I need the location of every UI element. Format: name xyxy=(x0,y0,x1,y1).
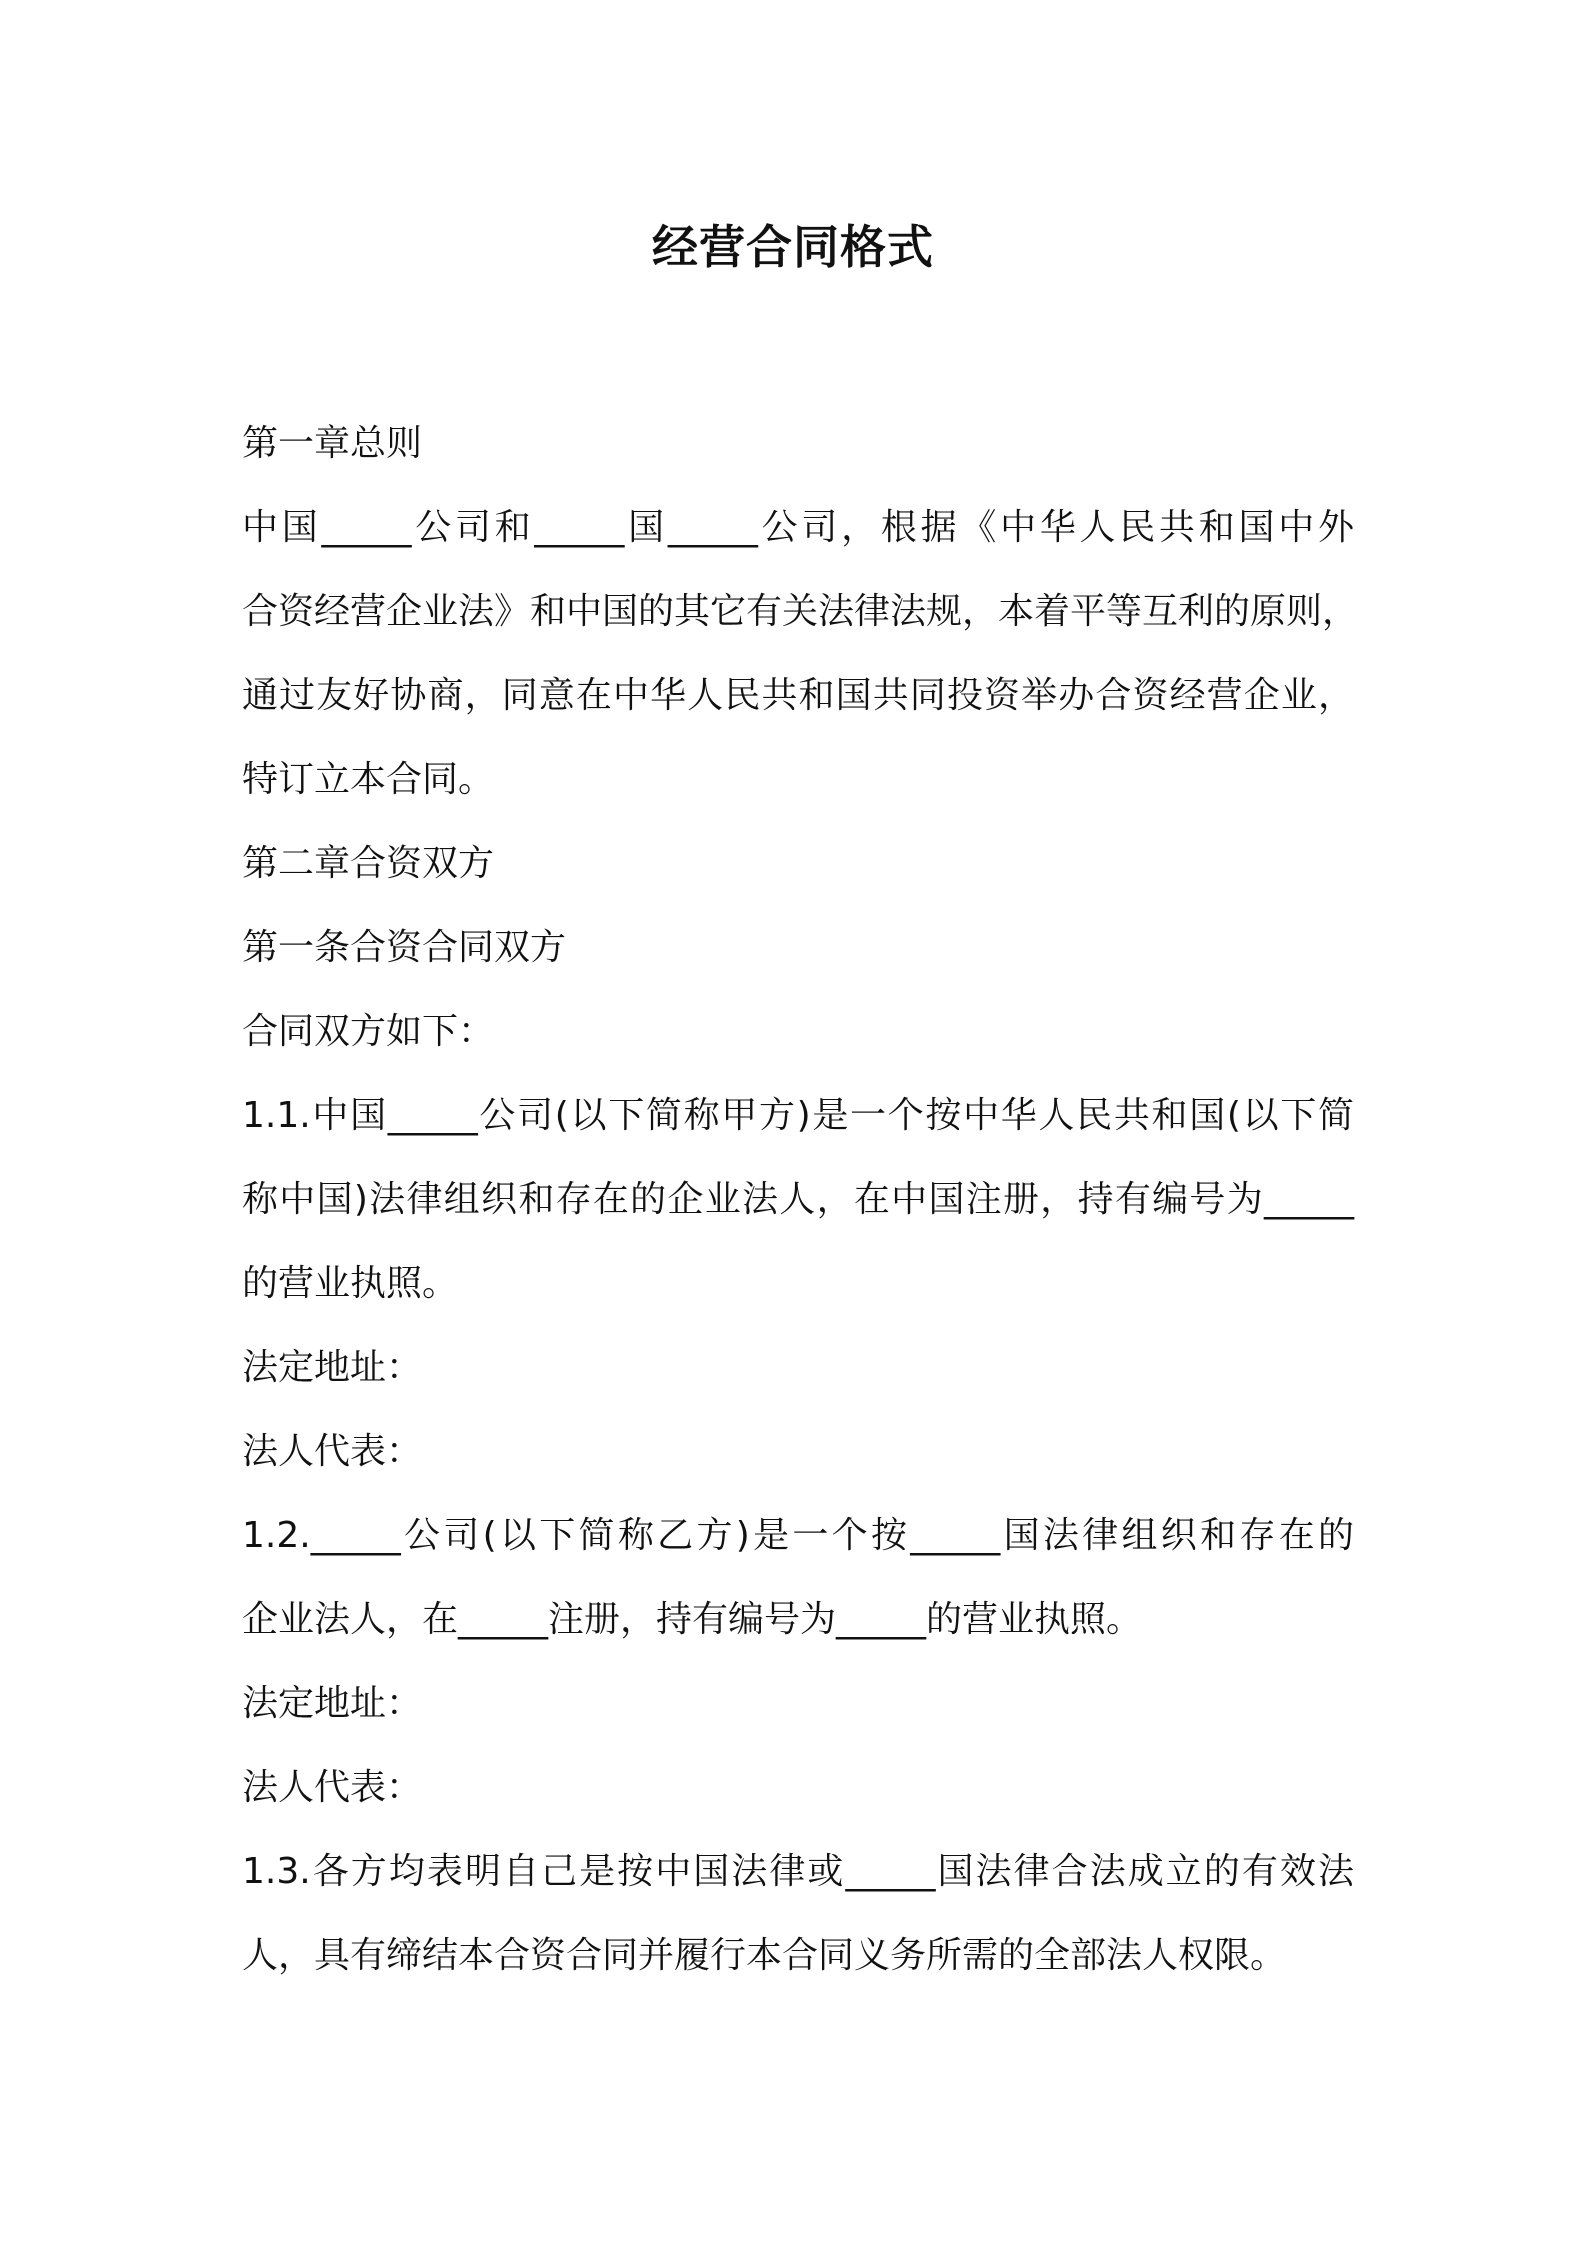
article-1-heading: 第一条合资合同双方 xyxy=(242,927,567,968)
clause-1-1-line: 1.1.中国_____公司(以下简称甲方)是一个按中华人民共和国(以下简 xyxy=(242,1095,1354,1136)
legal-address-label: 法定地址： xyxy=(242,1683,423,1724)
paragraph-line: 特订立本合同。 xyxy=(242,759,495,800)
clause-1-2-line: 1.2._____公司(以下简称乙方)是一个按_____国法律组织和存在的 xyxy=(242,1515,1354,1556)
clause-1-3-line: 人，具有缔结本合资合同并履行本合同义务所需的全部法人权限。 xyxy=(242,1935,1287,1976)
legal-address-label: 法定地址： xyxy=(242,1347,423,1388)
document-body xyxy=(242,402,1359,1998)
document-title: 经营合同格式 xyxy=(652,220,934,274)
clause-1-1-line: 称中国)法律组织和存在的企业法人，在中国注册，持有编号为_____ xyxy=(242,1179,1354,1220)
paragraph-line: 中国_____公司和_____国_____公司，根据《中华人民共和国中外 xyxy=(242,507,1354,548)
chapter-1-heading: 第一章总则 xyxy=(242,423,423,464)
paragraph-line: 合同双方如下： xyxy=(242,1011,495,1052)
clause-1-3-line: 1.3.各方均表明自己是按中国法律或_____国法律合法成立的有效法 xyxy=(242,1851,1354,1892)
chapter-2-heading: 第二章合资双方 xyxy=(242,843,495,884)
clause-1-2-line: 企业法人，在_____注册，持有编号为_____的营业执照。 xyxy=(242,1599,1143,1640)
paragraph-line: 合资经营企业法》和中国的其它有关法律法规，本着平等互利的原则， xyxy=(242,591,1359,632)
paragraph-line: 通过友好协商，同意在中华人民共和国共同投资举办合资经营企业， xyxy=(242,675,1354,716)
legal-representative-label: 法人代表： xyxy=(242,1431,423,1472)
legal-representative-label: 法人代表： xyxy=(242,1767,423,1808)
clause-1-1-line: 的营业执照。 xyxy=(242,1263,459,1304)
